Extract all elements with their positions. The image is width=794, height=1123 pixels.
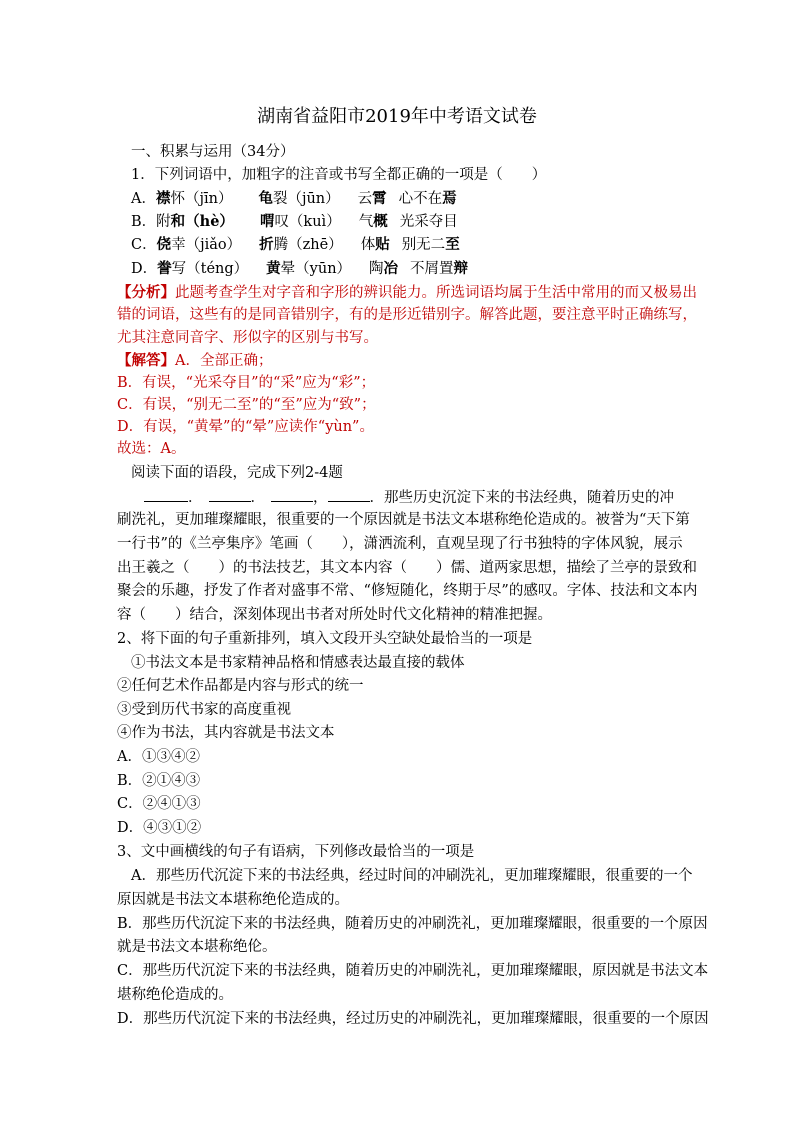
passage-line-1: ． ． ， ．那些历史沉淀下来的书法经典，随着历史的冲	[144, 486, 674, 509]
reading-intro: 阅读下面的语段，完成下列2-4题	[131, 465, 343, 481]
analysis-line-3: 尤其注意同音字、形似字的区别与书写。	[117, 330, 378, 346]
q3-line-1: A．那些历代沉淀下来的书法经典，经过时间的冲刷洗礼，更加璀璨耀眼，很重要的一个	[131, 868, 693, 884]
passage-line-2: 刷洗礼，更加璀璨耀眼，很重要的一个原因就是书法文本堪称绝伦造成的。被誉为“天下第	[117, 512, 690, 528]
blank-2	[209, 486, 251, 502]
option-label: A．	[131, 191, 156, 207]
passage-line-4: 出王羲之（ ）的书法技艺，其文本内容（ ）儒、道两家思想，描绘了兰亭的景致和	[117, 560, 697, 576]
q2-option-b: B．②①④③	[117, 773, 201, 789]
answer-line-c: C．有误，“别无二至”的“至”应为“致”；	[117, 397, 376, 413]
q1-option-d: D．誊写（téng） 黄晕（yūn） 陶冶 不屑置辩	[131, 260, 469, 277]
question-1-stem: 1．下列词语中，加粗字的注音或书写全都正确的一项是（ ）	[131, 167, 547, 183]
option-label: B．	[131, 214, 157, 230]
section-heading: 一、积累与运用（34分）	[131, 144, 295, 160]
passage-line-6: 容（ ）结合，深刻体现出书者对所处时代文化精神的精准把握。	[117, 607, 552, 623]
q1-option-a: A．襟怀（jīn） 龟裂（jūn） 云霄 心不在焉	[131, 190, 457, 207]
q3-line-5: C．那些历代沉淀下来的书法经典，随着历史的冲刷洗礼，更加璀璨耀眼，原因就是书法文本	[117, 963, 709, 979]
answer-line-b: B．有误，“光采夺目”的“采”应为“彩”；	[117, 375, 376, 391]
q2-option-c: C．②④①③	[117, 796, 201, 812]
q1-option-b: B．附和（hè） 喟叹（kuì） 气概 光采夺目	[131, 213, 458, 230]
analysis-tag: 【分析】	[117, 284, 175, 301]
q2-option-d: D．④③①②	[117, 820, 202, 836]
q3-line-4: 就是书法文本堪称绝伦。	[117, 939, 277, 955]
q2-item-2: ②任何艺术作品都是内容与形式的统一	[117, 678, 364, 694]
passage-line-3: 一行书”的《兰亭集序》笔画（ ），潇洒流利，直观呈现了行书独特的字体风貌，展示	[117, 536, 683, 552]
blank-4	[328, 486, 370, 502]
option-label: C．	[131, 237, 157, 253]
answer-tag: 【解答】	[117, 352, 175, 369]
blank-3	[271, 486, 313, 502]
q2-option-a: A．①③④②	[117, 749, 200, 765]
q2-item-3: ③受到历代书家的高度重视	[117, 702, 291, 718]
q3-line-3: B．那些历代沉淀下来的书法经典，随着历史的冲刷洗礼，更加璀璨耀眼，很重要的一个原因	[117, 916, 708, 932]
page-title: 湖南省益阳市2019年中考语文试卷	[257, 106, 537, 127]
q1-option-c: C．侥幸（jiǎo） 折腾（zhē） 体贴 别无二至	[131, 236, 460, 253]
q3-line-6: 堪称绝伦造成的。	[117, 987, 233, 1003]
analysis-line-2: 错的词语，这些有的是同音错别字，有的是形近错别字。解答此题，要注意平时正确练写，	[117, 307, 697, 323]
question-2-stem: 2、将下面的句子重新排列，填入文段开头空缺处最恰当的一项是	[117, 631, 533, 647]
q3-line-2: 原因就是书法文本堪称绝伦造成的。	[117, 892, 349, 908]
answer-line-d: D．有误，“黄晕”的“晕”应读作“yùn”。	[117, 419, 374, 435]
analysis-line-1: 【分析】此题考查学生对字音和字形的辨识能力。所选词语均属于生活中常用的而又极易出	[117, 284, 697, 301]
q2-item-1: ①书法文本是书家精神品格和情感表达最直接的载体	[131, 655, 465, 671]
answer-choice: 故选：A。	[117, 441, 186, 457]
question-3-stem: 3、文中画横线的句子有语病，下列修改最恰当的一项是	[117, 844, 475, 860]
passage-line-5: 聚会的乐趣，抒发了作者对盛事不常、“修短随化，终期于尽”的感叹。字体、技法和文本内	[117, 583, 698, 599]
q3-line-7: D．那些历代沉淀下来的书法经典，经过历史的冲刷洗礼，更加璀璨耀眼，很重要的一个原因	[117, 1011, 709, 1027]
answer-line-1: 【解答】A．全部正确；	[117, 352, 273, 369]
blank-1	[144, 486, 188, 502]
option-label: D．	[131, 261, 158, 277]
q2-item-4: ④作为书法，其内容就是书法文本	[117, 725, 335, 741]
